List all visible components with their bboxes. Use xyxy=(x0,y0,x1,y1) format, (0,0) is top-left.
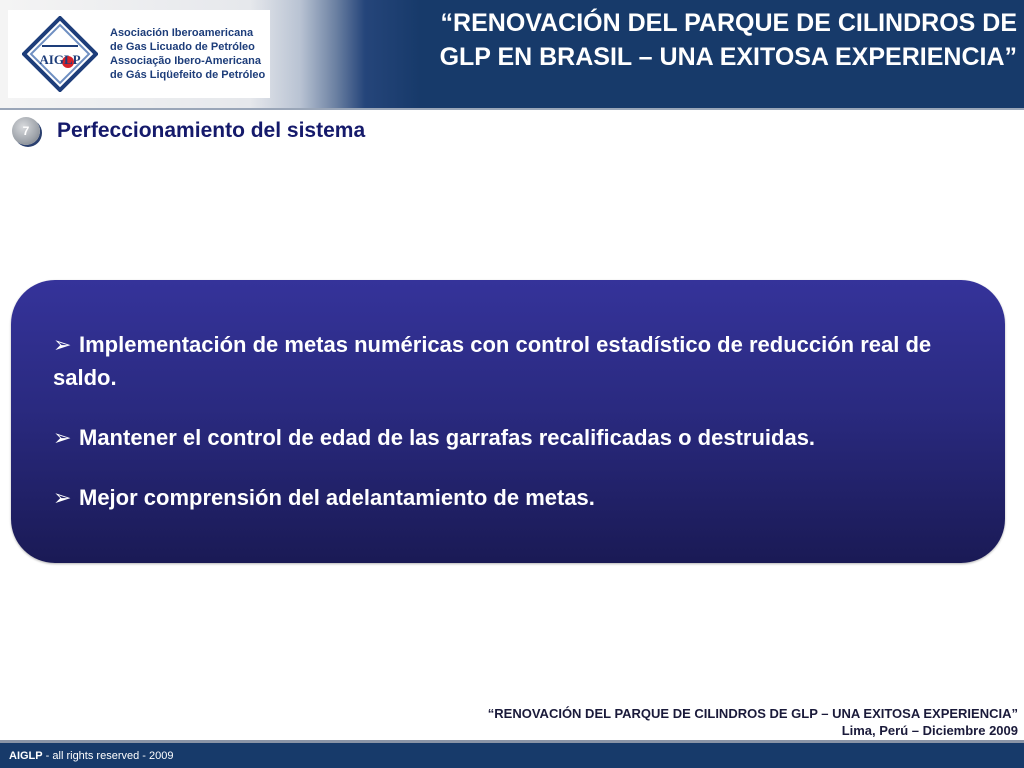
arrow-bullet-icon: ➢ xyxy=(53,485,72,510)
aiglp-diamond-logo-icon xyxy=(22,16,98,92)
copyright-brand: AIGLP xyxy=(9,750,43,762)
aiglp-logo xyxy=(8,10,270,98)
header-banner xyxy=(0,0,1024,110)
logo-line-2: de Gas Licuado de Petróleo xyxy=(110,41,255,53)
arrow-bullet-icon: ➢ xyxy=(53,332,72,357)
logo-text xyxy=(110,26,265,82)
arrow-bullet-icon: ➢ xyxy=(53,425,72,450)
slide-number-badge: 7 xyxy=(12,117,40,145)
bullet-item xyxy=(53,328,988,394)
logo-abbr: AIGLP xyxy=(39,52,81,67)
copyright-text: - all rights reserved - 2009 xyxy=(42,750,174,762)
bullet-list xyxy=(53,328,988,541)
bottom-bar xyxy=(0,740,1024,768)
header-title-line-2: GLP EN BRASIL – UNA EXITOSA EXPERIENCIA” xyxy=(439,43,1017,71)
copyright-notice xyxy=(9,749,173,763)
section-title: Perfeccionamiento del sistema xyxy=(57,119,366,142)
logo-line-3: Associação Ibero-Americana xyxy=(110,55,262,67)
content-panel xyxy=(11,280,1005,563)
bullet-text: Mantener el control de edad de las garrafas recalificadas o destruidas. xyxy=(79,425,816,450)
logo-line-1: Asociación Iberoamericana xyxy=(110,27,254,39)
footer-caption xyxy=(488,705,1018,739)
logo-line-4: de Gás Liqüefeito de Petróleo xyxy=(110,69,266,81)
footer-title: “RENOVACIÓN DEL PARQUE DE CILINDROS DE GLP – UNA EXITOSA EXPERIENCIA” xyxy=(487,706,1018,721)
bullet-text: Mejor comprensión del adelantamiento de metas. xyxy=(79,485,595,510)
bullet-item xyxy=(53,481,988,514)
header-title-line-1: “RENOVACIÓN DEL PARQUE DE CILINDROS DE xyxy=(440,9,1017,37)
header-title xyxy=(352,6,1017,74)
bullet-item xyxy=(53,421,988,454)
bullet-text: Implementación de metas numéricas con control estadístico de reducción real de saldo. xyxy=(53,332,932,390)
footer-place-date: Lima, Perú – Diciembre 2009 xyxy=(841,723,1018,738)
